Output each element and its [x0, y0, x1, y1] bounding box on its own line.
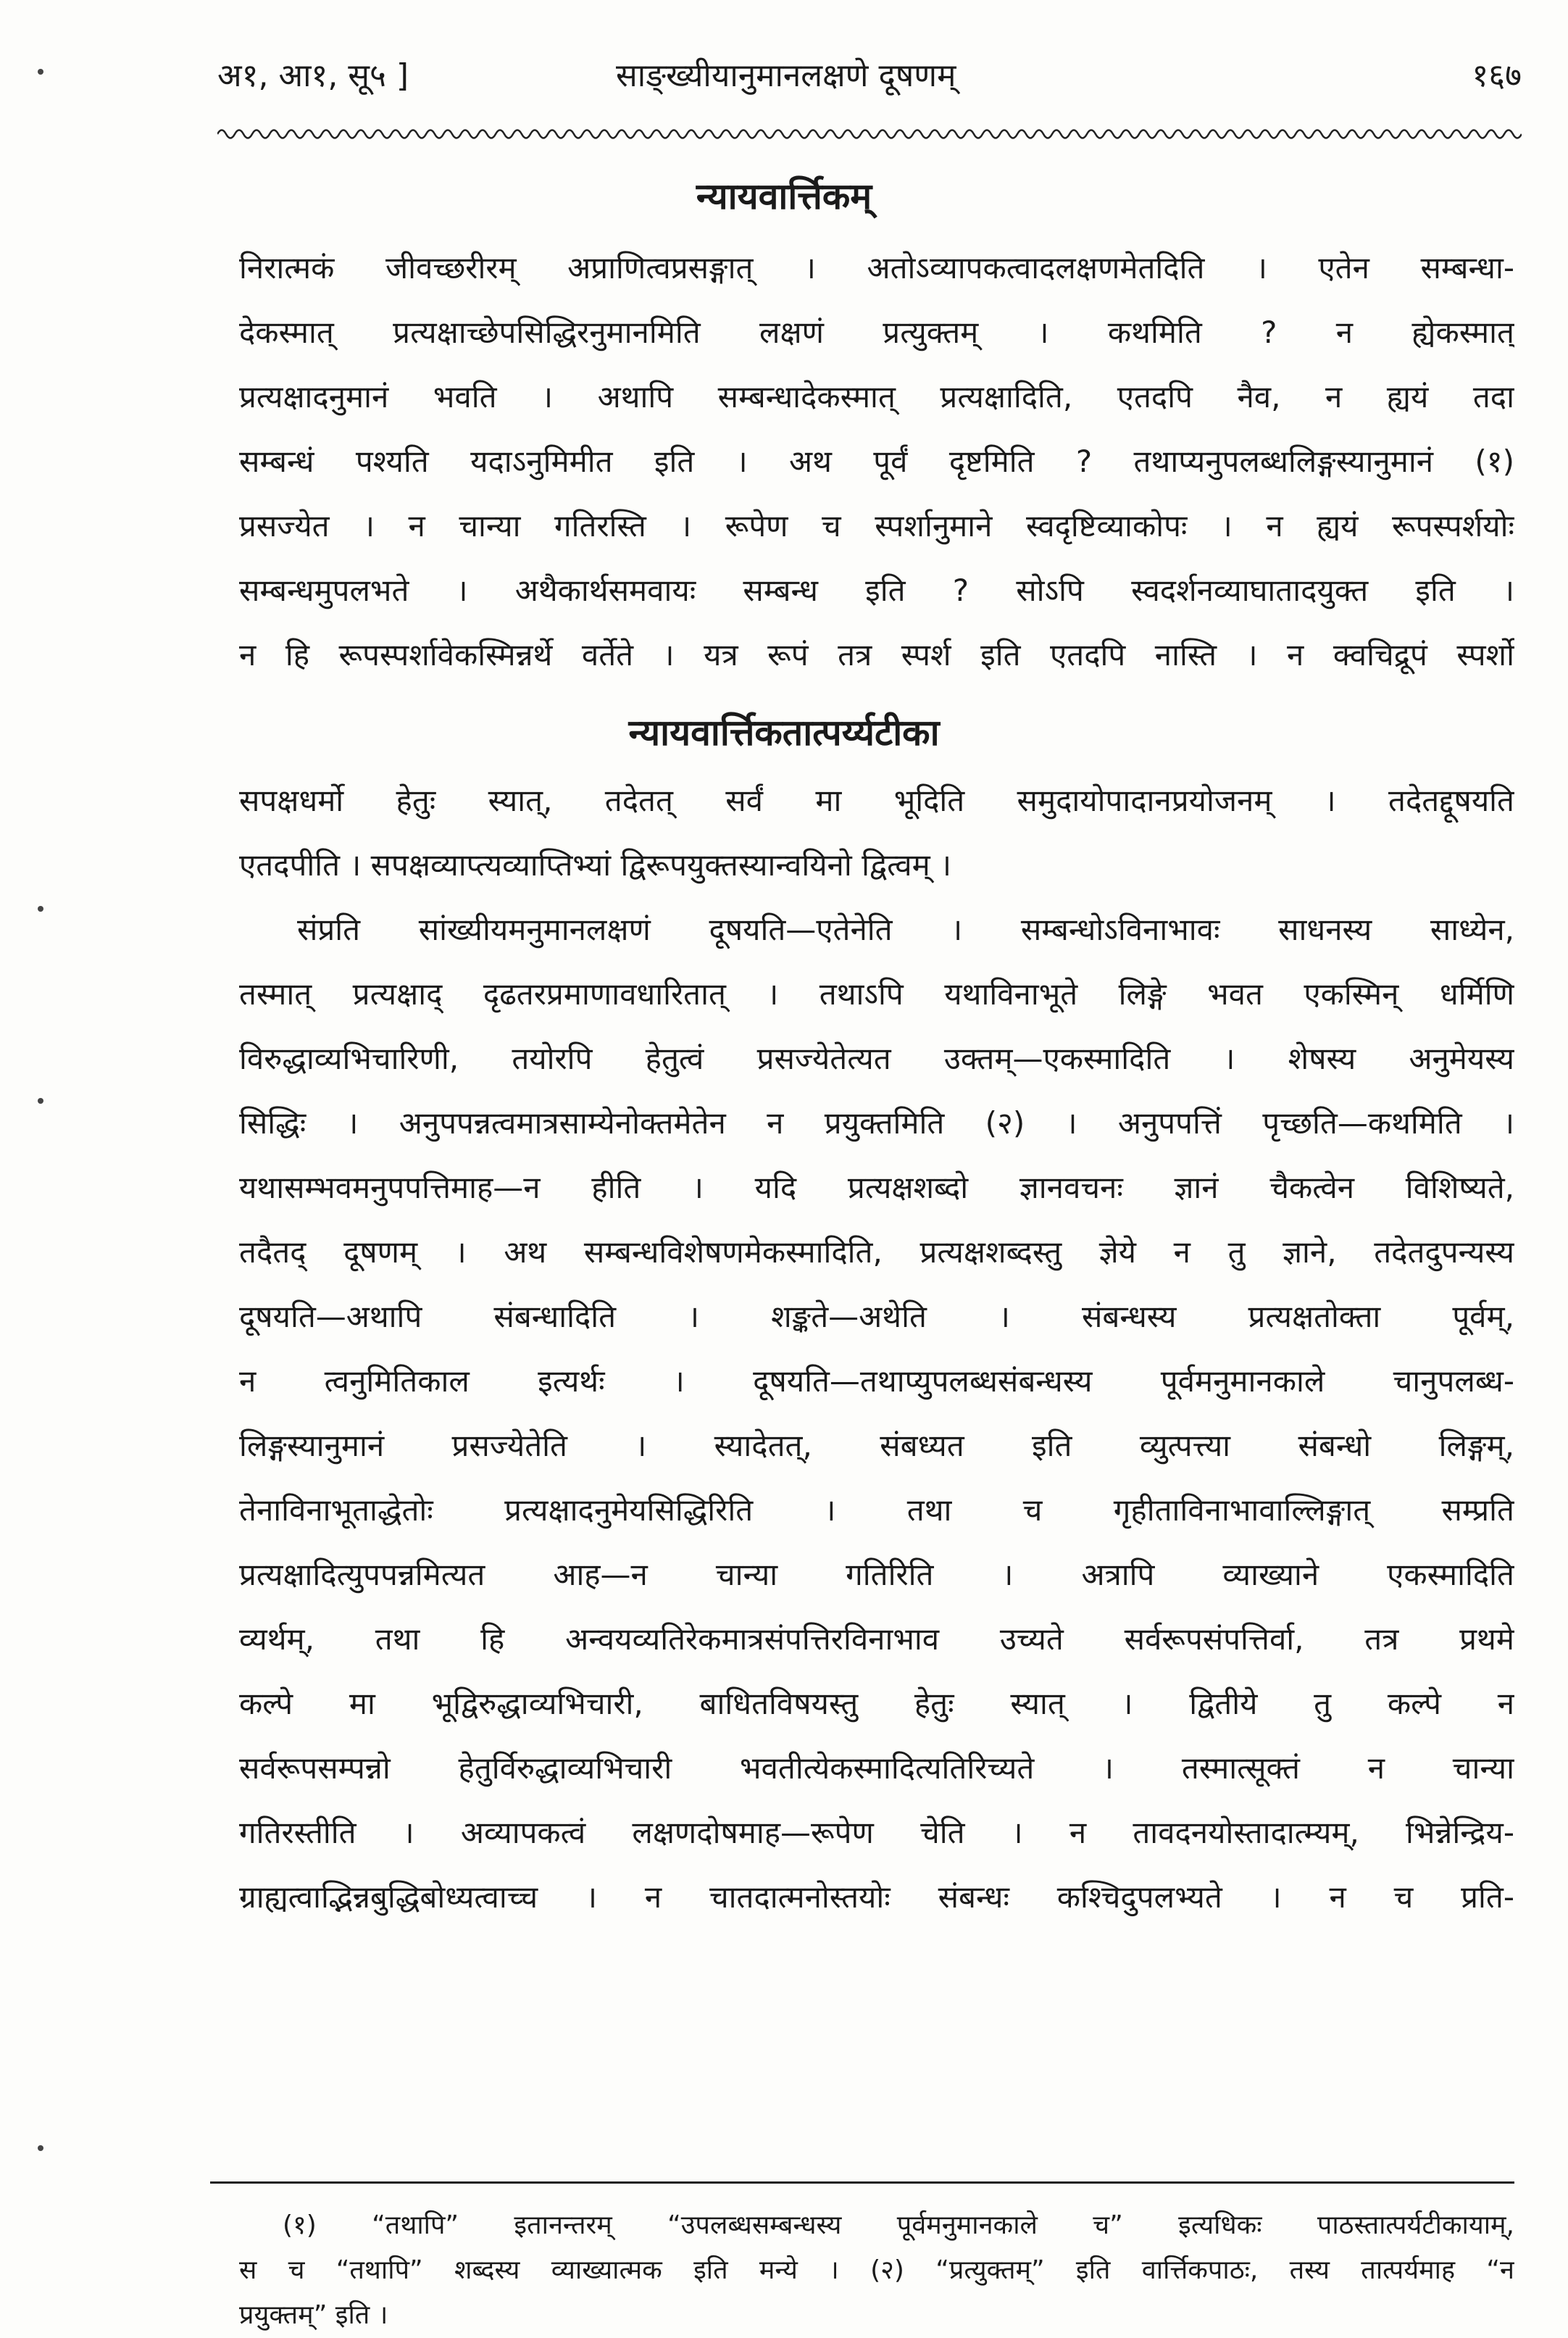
text-line: सर्वरूपसम्पन्नो हेतुर्विरुद्धाव्यभिचारी भवतीत्येकस्मादित्यतिरिच्यते । तस्मात्सूक्तं न चान्या [239, 1750, 1514, 1786]
vartika-text [239, 236, 1514, 687]
header-reference: अ१, आ१, सू५ ] [217, 57, 409, 94]
page-number: १६७ [1472, 57, 1522, 94]
text-line: तेनाविनाभूताद्धेतोः प्रत्यक्षादनुमेयसिद्धिरिति । तथा च गृहीताविनाभावाल्लिङ्गात् सम्प्रति [239, 1492, 1514, 1528]
text-line: एतदपीति । सपक्षव्याप्त्यव्याप्तिभ्यां द्विरूपयुक्तस्यान्वयिनो द्वित्वम् । [239, 847, 951, 883]
running-header [210, 45, 1522, 110]
text-line: सम्बन्धं पश्यति यदाऽनुमिमीत इति । अथ पूर्वं दृष्टमिति ? तथाप्यनुपलब्धलिङ्गस्यानुमानं (१) [239, 444, 1514, 479]
text-line: प्रसज्येत । न चान्या गतिरस्ति । रूपेण च स्पर्शानुमाने स्वदृष्टिव्याकोपः । न ह्ययं रूपस्पर्शयोः [239, 508, 1514, 544]
text-line: देकस्मात् प्रत्यक्षाच्छेपसिद्धिरनुमानमिति लक्षणं प्रत्युक्तम् । कथमिति ? न ह्येकस्मात् [239, 315, 1514, 350]
text-line: यथासम्भवमनुपपत्तिमाह—न हीति । यदि प्रत्यक्षशब्दो ज्ञानवचनः ज्ञानं चैकत्वेन विशिष्यते, [239, 1170, 1514, 1205]
margin-mark [38, 69, 43, 75]
text-line: गतिरस्तीति । अव्यापकत्वं लक्षणदोषमाह—रूपेण चेति । न तावदनयोस्तादात्म्यम्, भिन्नेन्द्रिय- [239, 1815, 1514, 1850]
tika-text [239, 768, 1514, 1929]
text-line: सपक्षधर्मो हेतुः स्यात्, तदेतत् सर्वं मा भूदिति समुदायोपादानप्रयोजनम् । तदेतद्दूषयति [239, 783, 1514, 818]
text-line: न त्वनुमितिकाल इत्यर्थः । दूषयति—तथाप्युपलब्धसंबन्धस्य पूर्वमनुमानकाले चानुपलब्ध- [239, 1363, 1514, 1399]
text-line: ग्राह्यत्वाद्भिन्नबुद्धिबोध्यत्वाच्च । न चातदात्मनोस्तयोः संबन्धः कश्चिदुपलभ्यते । न च प्रति- [239, 1879, 1514, 1915]
footnote-line: स च “तथापि” शब्दस्य व्याख्यात्मक इति मन्ये । (२) “प्रत्युक्तम्” इति वार्त्तिकपाठः, तस्य तात्पर्यमाह “न [239, 2255, 1514, 2285]
text-line: प्रत्यक्षादनुमानं भवति । अथापि सम्बन्धादेकस्मात् प्रत्यक्षादिति, एतदपि नैव, न ह्ययं तदा [239, 379, 1514, 415]
footnotes [239, 2203, 1514, 2338]
footnote-line: प्रयुक्तम्” इति । [239, 2300, 388, 2330]
text-line: तस्मात् प्रत्यक्षाद् दृढतरप्रमाणावधारितात् । तथाऽपि यथाविनाभूते लिङ्गे भवत एकस्मिन् धर्मिणि [239, 976, 1514, 1012]
text-line: न हि रूपस्पर्शावेकस्मिन्नर्थे वर्तेते । यत्र रूपं तत्र स्पर्श इति एतदपि नास्ति । न क्वचिद्रूपं स्पर्शो [239, 637, 1514, 673]
text-line: सम्बन्धमुपलभते । अथैकार्थसमवायः सम्बन्ध इति ? सोऽपि स्वदर्शनव्याघातादयुक्त इति । [239, 573, 1514, 608]
section-heading-vartika: न्यायवार्त्तिकम् [696, 175, 872, 217]
text-line: प्रत्यक्षादित्युपपन्नमित्यत आह—न चान्या गतिरिति । अत्रापि व्याख्याने एकस्मादिति [239, 1557, 1514, 1592]
text-line: कल्पे मा भूद्विरुद्धाव्यभिचारी, बाधितविषयस्तु हेतुः स्यात् । द्वितीये तु कल्पे न [239, 1686, 1514, 1721]
footnote-line: (१) “तथापि” इतानन्तरम् “उपलब्धसम्बन्धस्य पूर्वमनुमानकाले च” इत्यधिकः पाठस्तात्पर्यटीकायाम्, [283, 2210, 1514, 2240]
text-line: तदैतद् दूषणम् । अथ सम्बन्धविशेषणमेकस्मादिति, प्रत्यक्षशब्दस्तु ज्ञेये न तु ज्ञाने, तदेतदुपन्यस्य [239, 1234, 1514, 1270]
text-line: व्यर्थम्, तथा हि अन्वयव्यतिरेकमात्रसंपत्तिरविनाभाव उच्यते सर्वरूपसंपत्तिर्वा, तत्र प्रथमे [239, 1621, 1514, 1657]
text-line: सिद्धिः । अनुपपन्नत्वमात्रसाम्येनोक्तमेतेन न प्रयुक्तमिति (२) । अनुपपत्तिं पृच्छति—कथमिति । [239, 1105, 1514, 1141]
text-line: विरुद्धाव्यभिचारिणी, तयोरपि हेतुत्वं प्रसज्येतेत्यत उक्तम्—एकस्मादिति । शेषस्य अनुमेयस्य [239, 1041, 1514, 1076]
margin-mark [38, 2145, 43, 2151]
footnote-rule [210, 2181, 1514, 2184]
text-line: लिङ्गस्यानुमानं प्रसज्येतेति । स्यादेतत्, संबध्यत इति व्युत्पत्त्या संबन्धो लिङ्गम्, [239, 1428, 1514, 1463]
text-line: दूषयति—अथापि संबन्धादिति । शङ्कते—अथेति । संबन्धस्य प्रत्यक्षतोक्ता पूर्वम्, [239, 1299, 1514, 1334]
margin-mark [38, 1098, 43, 1104]
wavy-rule [217, 123, 1522, 145]
margin-mark [38, 906, 43, 912]
text-line: निरात्मकं जीवच्छरीरम् अप्राणित्वप्रसङ्गात् । अतोऽव्यापकत्वादलक्षणमेतदिति । एतेन सम्बन्धा- [239, 250, 1514, 286]
header-title: साङ्ख्यीयानुमानलक्षणे दूषणम् [616, 57, 956, 94]
section-heading-tika: न्यायवार्त्तिकतात्पर्य्यटीका [628, 712, 940, 754]
text-line: संप्रति सांख्यीयमनुमानलक्षणं दूषयति—एतेनेति । सम्बन्धोऽविनाभावः साधनस्य साध्येन, [297, 912, 1514, 947]
